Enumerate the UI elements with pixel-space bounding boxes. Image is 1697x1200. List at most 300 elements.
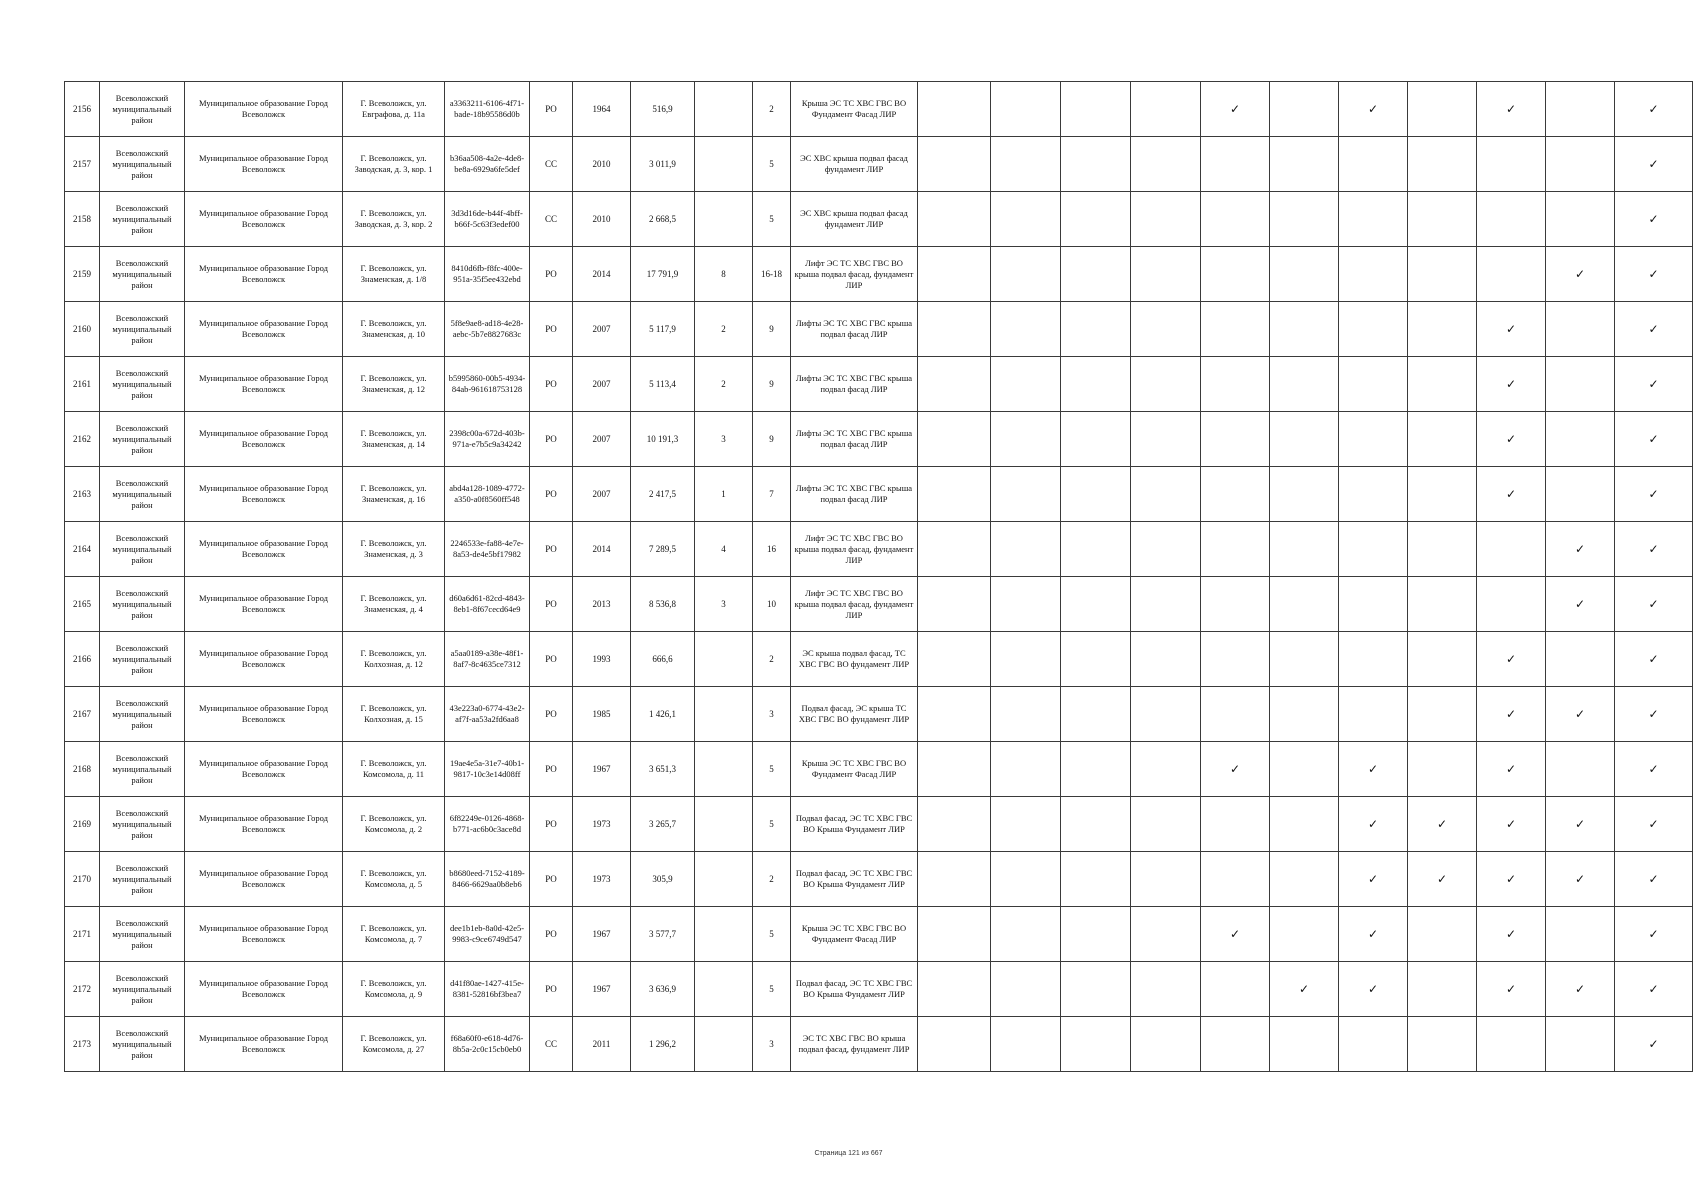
- works-list-cell: Лифт ЭС ТС ХВС ГВС ВО крыша подвал фасад, фундамент ЛИР: [791, 247, 918, 302]
- work-check-cell-5: [1201, 797, 1270, 852]
- table-row: [65, 522, 1693, 577]
- work-check-cell-8: [1408, 137, 1477, 192]
- row-number-cell: 2172: [65, 962, 100, 1017]
- work-check-cell-2: [991, 1017, 1061, 1072]
- work-check-cell-3: [1061, 687, 1131, 742]
- row-number-cell: 2156: [65, 82, 100, 137]
- ownership-type-cell: РО: [530, 632, 573, 687]
- row-number-cell: 2164: [65, 522, 100, 577]
- entrances-cell: 4: [695, 522, 753, 577]
- work-check-cell-6: [1270, 687, 1339, 742]
- house-code-cell: 2246533e-fa88-4e7e-8a53-de4e5bf17982: [445, 522, 530, 577]
- work-check-cell-10: [1546, 192, 1615, 247]
- house-code-cell: 19ae4e5a-31e7-40b1-9817-10c3e14d08ff: [445, 742, 530, 797]
- check-mark-icon: ✓: [1505, 761, 1517, 776]
- ownership-type-cell: СС: [530, 137, 573, 192]
- ownership-type-cell: РО: [530, 467, 573, 522]
- row-number-cell: 2158: [65, 192, 100, 247]
- house-code-cell: b36aa508-4a2e-4de8-be8a-6929a6fe5def: [445, 137, 530, 192]
- work-check-cell-7: [1339, 797, 1408, 852]
- entrances-cell: [695, 962, 753, 1017]
- work-check-cell-9: [1477, 522, 1546, 577]
- floors-cell: 5: [753, 137, 791, 192]
- work-check-cell-8: [1408, 962, 1477, 1017]
- work-check-cell-10: [1546, 797, 1615, 852]
- check-mark-icon: ✓: [1505, 101, 1517, 116]
- table-row: [65, 632, 1693, 687]
- work-check-cell-11: [1615, 797, 1693, 852]
- work-check-cell-1: [918, 962, 991, 1017]
- work-check-cell-4: [1131, 137, 1201, 192]
- work-check-cell-3: [1061, 797, 1131, 852]
- works-list-cell: ЭС ХВС крыша подвал фасад фундамент ЛИР: [791, 192, 918, 247]
- check-mark-icon: ✓: [1505, 926, 1517, 941]
- ownership-type-cell: РО: [530, 852, 573, 907]
- check-mark-icon: ✓: [1505, 321, 1517, 336]
- work-check-cell-9: [1477, 137, 1546, 192]
- work-check-cell-5: [1201, 742, 1270, 797]
- house-code-cell: dee1b1eb-8a0d-42e5-9983-c9ce6749d547: [445, 907, 530, 962]
- work-check-cell-9: [1477, 302, 1546, 357]
- municipality-cell: Муниципальное образование Город Всеволожск: [185, 632, 343, 687]
- work-check-cell-5: [1201, 632, 1270, 687]
- work-check-cell-7: [1339, 577, 1408, 632]
- work-check-cell-5: [1201, 907, 1270, 962]
- check-mark-icon: ✓: [1648, 486, 1659, 501]
- check-mark-icon: ✓: [1229, 761, 1241, 776]
- entrances-cell: 2: [695, 302, 753, 357]
- works-list-cell: Лифты ЭС ТС ХВС ГВС крыша подвал фасад ЛИР: [791, 467, 918, 522]
- check-mark-icon: ✓: [1436, 816, 1448, 831]
- address-cell: Г. Всеволожск, ул. Заводская, д. 3, кор. 1: [343, 137, 445, 192]
- work-check-cell-10: [1546, 82, 1615, 137]
- entrances-cell: 8: [695, 247, 753, 302]
- table-row: [65, 852, 1693, 907]
- address-cell: Г. Всеволожск, ул. Комсомола, д. 5: [343, 852, 445, 907]
- work-check-cell-6: [1270, 742, 1339, 797]
- check-mark-icon: ✓: [1505, 816, 1517, 831]
- work-check-cell-6: [1270, 192, 1339, 247]
- work-check-cell-8: [1408, 522, 1477, 577]
- work-check-cell-4: [1131, 797, 1201, 852]
- district-cell: Всеволожский муниципальный район: [100, 412, 185, 467]
- check-mark-icon: ✓: [1505, 486, 1517, 501]
- check-mark-icon: ✓: [1229, 926, 1241, 941]
- work-check-cell-8: [1408, 687, 1477, 742]
- ownership-type-cell: РО: [530, 82, 573, 137]
- work-check-cell-1: [918, 357, 991, 412]
- work-check-cell-1: [918, 852, 991, 907]
- work-check-cell-6: [1270, 577, 1339, 632]
- row-number-cell: 2165: [65, 577, 100, 632]
- work-check-cell-10: [1546, 247, 1615, 302]
- check-mark-icon: ✓: [1648, 871, 1659, 886]
- table-row: [65, 742, 1693, 797]
- work-check-cell-5: [1201, 357, 1270, 412]
- municipality-cell: Муниципальное образование Город Всеволожск: [185, 412, 343, 467]
- area-cell: 17 791,9: [631, 247, 695, 302]
- table-row: [65, 467, 1693, 522]
- work-check-cell-2: [991, 687, 1061, 742]
- municipality-cell: Муниципальное образование Город Всеволожск: [185, 742, 343, 797]
- floors-cell: 10: [753, 577, 791, 632]
- works-list-cell: ЭС ХВС крыша подвал фасад фундамент ЛИР: [791, 137, 918, 192]
- work-check-cell-4: [1131, 632, 1201, 687]
- works-list-cell: Лифт ЭС ТС ХВС ГВС ВО крыша подвал фасад, фундамент ЛИР: [791, 577, 918, 632]
- municipality-cell: Муниципальное образование Город Всеволожск: [185, 82, 343, 137]
- year-built-cell: 2011: [573, 1017, 631, 1072]
- work-check-cell-10: [1546, 687, 1615, 742]
- entrances-cell: 3: [695, 412, 753, 467]
- work-check-cell-2: [991, 82, 1061, 137]
- house-code-cell: b5995860-00b5-4934-84ab-961618753128: [445, 357, 530, 412]
- check-mark-icon: ✓: [1574, 706, 1586, 721]
- work-check-cell-8: [1408, 192, 1477, 247]
- table-row: [65, 247, 1693, 302]
- works-list-cell: Крыша ЭС ТС ХВС ГВС ВО Фундамент Фасад ЛИР: [791, 907, 918, 962]
- check-mark-icon: ✓: [1648, 376, 1659, 391]
- row-number-cell: 2157: [65, 137, 100, 192]
- work-check-cell-6: [1270, 467, 1339, 522]
- work-check-cell-10: [1546, 302, 1615, 357]
- work-check-cell-4: [1131, 412, 1201, 467]
- check-mark-icon: ✓: [1648, 981, 1659, 996]
- work-check-cell-2: [991, 522, 1061, 577]
- area-cell: 8 536,8: [631, 577, 695, 632]
- work-check-cell-6: [1270, 247, 1339, 302]
- work-check-cell-6: [1270, 1017, 1339, 1072]
- district-cell: Всеволожский муниципальный район: [100, 687, 185, 742]
- ownership-type-cell: СС: [530, 1017, 573, 1072]
- work-check-cell-11: [1615, 962, 1693, 1017]
- ownership-type-cell: РО: [530, 247, 573, 302]
- work-check-cell-10: [1546, 852, 1615, 907]
- work-check-cell-7: [1339, 357, 1408, 412]
- year-built-cell: 2013: [573, 577, 631, 632]
- check-mark-icon: ✓: [1648, 211, 1659, 226]
- works-list-cell: Подвал фасад, ЭС ТС ХВС ГВС ВО Крыша Фундамент ЛИР: [791, 962, 918, 1017]
- work-check-cell-5: [1201, 302, 1270, 357]
- area-cell: 3 265,7: [631, 797, 695, 852]
- work-check-cell-8: [1408, 412, 1477, 467]
- work-check-cell-6: [1270, 797, 1339, 852]
- entrances-cell: [695, 632, 753, 687]
- floors-cell: 5: [753, 192, 791, 247]
- work-check-cell-6: [1270, 357, 1339, 412]
- ownership-type-cell: РО: [530, 357, 573, 412]
- check-mark-icon: ✓: [1367, 101, 1379, 116]
- work-check-cell-10: [1546, 907, 1615, 962]
- floors-cell: 9: [753, 412, 791, 467]
- year-built-cell: 1993: [573, 632, 631, 687]
- floors-cell: 7: [753, 467, 791, 522]
- work-check-cell-2: [991, 192, 1061, 247]
- work-check-cell-1: [918, 907, 991, 962]
- row-number-cell: 2167: [65, 687, 100, 742]
- area-cell: 305,9: [631, 852, 695, 907]
- address-cell: Г. Всеволожск, ул. Комсомола, д. 2: [343, 797, 445, 852]
- work-check-cell-6: [1270, 412, 1339, 467]
- house-code-cell: 3d3d16de-b44f-4bff-b66f-5c63f3edef00: [445, 192, 530, 247]
- district-cell: Всеволожский муниципальный район: [100, 82, 185, 137]
- municipality-cell: Муниципальное образование Город Всеволожск: [185, 522, 343, 577]
- check-mark-icon: ✓: [1648, 596, 1659, 611]
- work-check-cell-3: [1061, 852, 1131, 907]
- floors-cell: 2: [753, 632, 791, 687]
- year-built-cell: 2014: [573, 247, 631, 302]
- row-number-cell: 2169: [65, 797, 100, 852]
- year-built-cell: 2010: [573, 192, 631, 247]
- work-check-cell-6: [1270, 962, 1339, 1017]
- check-mark-icon: ✓: [1648, 541, 1659, 556]
- work-check-cell-3: [1061, 522, 1131, 577]
- house-code-cell: 43e223a0-6774-43e2-af7f-aa53a2fd6aa8: [445, 687, 530, 742]
- work-check-cell-2: [991, 907, 1061, 962]
- work-check-cell-10: [1546, 632, 1615, 687]
- row-number-cell: 2170: [65, 852, 100, 907]
- work-check-cell-9: [1477, 82, 1546, 137]
- work-check-cell-2: [991, 742, 1061, 797]
- address-cell: Г. Всеволожск, ул. Знаменская, д. 4: [343, 577, 445, 632]
- work-check-cell-11: [1615, 82, 1693, 137]
- work-check-cell-10: [1546, 577, 1615, 632]
- works-list-cell: ЭС крыша подвал фасад, ТС ХВС ГВС ВО фундамент ЛИР: [791, 632, 918, 687]
- address-cell: Г. Всеволожск, ул. Знаменская, д. 14: [343, 412, 445, 467]
- floors-cell: 3: [753, 1017, 791, 1072]
- district-cell: Всеволожский муниципальный район: [100, 357, 185, 412]
- work-check-cell-9: [1477, 632, 1546, 687]
- work-check-cell-3: [1061, 577, 1131, 632]
- check-mark-icon: ✓: [1436, 871, 1448, 886]
- work-check-cell-8: [1408, 357, 1477, 412]
- work-check-cell-3: [1061, 82, 1131, 137]
- house-code-cell: d41f80ae-1427-415e-8381-52816bf3bea7: [445, 962, 530, 1017]
- floors-cell: 3: [753, 687, 791, 742]
- work-check-cell-6: [1270, 522, 1339, 577]
- check-mark-icon: ✓: [1229, 101, 1241, 116]
- district-cell: Всеволожский муниципальный район: [100, 797, 185, 852]
- works-list-cell: ЭС ТС ХВС ГВС ВО крыша подвал фасад, фундамент ЛИР: [791, 1017, 918, 1072]
- house-code-cell: a3363211-6106-4f71-bade-18b95586d0b: [445, 82, 530, 137]
- area-cell: 2 668,5: [631, 192, 695, 247]
- house-code-cell: 6f82249e-0126-4868-b771-ac6b0c3ace8d: [445, 797, 530, 852]
- year-built-cell: 1985: [573, 687, 631, 742]
- works-list-cell: Лифты ЭС ТС ХВС ГВС крыша подвал фасад ЛИР: [791, 357, 918, 412]
- floors-cell: 5: [753, 797, 791, 852]
- floors-cell: 16-18: [753, 247, 791, 302]
- check-mark-icon: ✓: [1367, 816, 1379, 831]
- work-check-cell-1: [918, 687, 991, 742]
- work-check-cell-10: [1546, 357, 1615, 412]
- address-cell: Г. Всеволожск, ул. Комсомола, д. 27: [343, 1017, 445, 1072]
- check-mark-icon: ✓: [1574, 871, 1586, 886]
- work-check-cell-3: [1061, 1017, 1131, 1072]
- table-row: [65, 962, 1693, 1017]
- district-cell: Всеволожский муниципальный район: [100, 577, 185, 632]
- area-cell: 3 651,3: [631, 742, 695, 797]
- year-built-cell: 1967: [573, 962, 631, 1017]
- municipality-cell: Муниципальное образование Город Всеволожск: [185, 687, 343, 742]
- municipality-cell: Муниципальное образование Город Всеволожск: [185, 797, 343, 852]
- work-check-cell-7: [1339, 302, 1408, 357]
- entrances-cell: [695, 137, 753, 192]
- check-mark-icon: ✓: [1505, 431, 1517, 446]
- work-check-cell-11: [1615, 632, 1693, 687]
- work-check-cell-4: [1131, 522, 1201, 577]
- work-check-cell-11: [1615, 687, 1693, 742]
- works-list-cell: Подвал фасад, ЭС ТС ХВС ГВС ВО Крыша Фундамент ЛИР: [791, 852, 918, 907]
- work-check-cell-1: [918, 742, 991, 797]
- check-mark-icon: ✓: [1648, 101, 1659, 116]
- municipality-cell: Муниципальное образование Город Всеволожск: [185, 852, 343, 907]
- area-cell: 3 636,9: [631, 962, 695, 1017]
- entrances-cell: [695, 687, 753, 742]
- work-check-cell-8: [1408, 302, 1477, 357]
- check-mark-icon: ✓: [1505, 376, 1517, 391]
- address-cell: Г. Всеволожск, ул. Колхозная, д. 12: [343, 632, 445, 687]
- ownership-type-cell: РО: [530, 687, 573, 742]
- work-check-cell-8: [1408, 632, 1477, 687]
- work-check-cell-4: [1131, 907, 1201, 962]
- work-check-cell-3: [1061, 412, 1131, 467]
- check-mark-icon: ✓: [1648, 1036, 1659, 1051]
- table-row: [65, 1017, 1693, 1072]
- district-cell: Всеволожский муниципальный район: [100, 192, 185, 247]
- work-check-cell-2: [991, 137, 1061, 192]
- work-check-cell-4: [1131, 742, 1201, 797]
- work-check-cell-8: [1408, 852, 1477, 907]
- year-built-cell: 2007: [573, 357, 631, 412]
- work-check-cell-9: [1477, 357, 1546, 412]
- work-check-cell-1: [918, 302, 991, 357]
- work-check-cell-3: [1061, 302, 1131, 357]
- floors-cell: 2: [753, 82, 791, 137]
- work-check-cell-2: [991, 357, 1061, 412]
- work-check-cell-11: [1615, 357, 1693, 412]
- address-cell: Г. Всеволожск, ул. Заводская, д. 3, кор. 2: [343, 192, 445, 247]
- row-number-cell: 2162: [65, 412, 100, 467]
- work-check-cell-7: [1339, 742, 1408, 797]
- work-check-cell-11: [1615, 192, 1693, 247]
- area-cell: 5 117,9: [631, 302, 695, 357]
- entrances-cell: 1: [695, 467, 753, 522]
- work-check-cell-7: [1339, 687, 1408, 742]
- work-check-cell-11: [1615, 137, 1693, 192]
- check-mark-icon: ✓: [1367, 761, 1379, 776]
- floors-cell: 2: [753, 852, 791, 907]
- work-check-cell-6: [1270, 82, 1339, 137]
- work-check-cell-8: [1408, 797, 1477, 852]
- year-built-cell: 2014: [573, 522, 631, 577]
- work-check-cell-11: [1615, 1017, 1693, 1072]
- work-check-cell-3: [1061, 467, 1131, 522]
- work-check-cell-8: [1408, 1017, 1477, 1072]
- area-cell: 2 417,5: [631, 467, 695, 522]
- entrances-cell: [695, 742, 753, 797]
- address-cell: Г. Всеволожск, ул. Знаменская, д. 16: [343, 467, 445, 522]
- check-mark-icon: ✓: [1505, 706, 1517, 721]
- work-check-cell-11: [1615, 302, 1693, 357]
- work-check-cell-8: [1408, 742, 1477, 797]
- check-mark-icon: ✓: [1648, 266, 1659, 281]
- house-code-cell: b8680eed-7152-4189-8466-6629aa0b8eb6: [445, 852, 530, 907]
- work-check-cell-8: [1408, 467, 1477, 522]
- work-check-cell-5: [1201, 192, 1270, 247]
- municipality-cell: Муниципальное образование Город Всеволожск: [185, 907, 343, 962]
- ownership-type-cell: РО: [530, 302, 573, 357]
- municipality-cell: Муниципальное образование Город Всеволожск: [185, 302, 343, 357]
- work-check-cell-3: [1061, 137, 1131, 192]
- work-check-cell-5: [1201, 247, 1270, 302]
- work-check-cell-2: [991, 412, 1061, 467]
- table-row: [65, 82, 1693, 137]
- work-check-cell-3: [1061, 907, 1131, 962]
- check-mark-icon: ✓: [1574, 596, 1586, 611]
- house-code-cell: 8410d6fb-f8fc-400e-951a-35f5ee432ebd: [445, 247, 530, 302]
- work-check-cell-7: [1339, 852, 1408, 907]
- floors-cell: 5: [753, 742, 791, 797]
- work-check-cell-7: [1339, 1017, 1408, 1072]
- work-check-cell-5: [1201, 577, 1270, 632]
- row-number-cell: 2161: [65, 357, 100, 412]
- work-check-cell-11: [1615, 577, 1693, 632]
- work-check-cell-7: [1339, 412, 1408, 467]
- work-check-cell-10: [1546, 522, 1615, 577]
- work-check-cell-3: [1061, 962, 1131, 1017]
- row-number-cell: 2163: [65, 467, 100, 522]
- floors-cell: 9: [753, 357, 791, 412]
- work-check-cell-8: [1408, 907, 1477, 962]
- work-check-cell-8: [1408, 247, 1477, 302]
- work-check-cell-5: [1201, 852, 1270, 907]
- area-cell: 3 577,7: [631, 907, 695, 962]
- municipality-cell: Муниципальное образование Город Всеволожск: [185, 467, 343, 522]
- check-mark-icon: ✓: [1505, 981, 1517, 996]
- work-check-cell-8: [1408, 82, 1477, 137]
- floors-cell: 5: [753, 907, 791, 962]
- work-check-cell-9: [1477, 412, 1546, 467]
- floors-cell: 9: [753, 302, 791, 357]
- work-check-cell-7: [1339, 192, 1408, 247]
- work-check-cell-1: [918, 82, 991, 137]
- work-check-cell-9: [1477, 1017, 1546, 1072]
- area-cell: 1 296,2: [631, 1017, 695, 1072]
- work-check-cell-2: [991, 467, 1061, 522]
- address-cell: Г. Всеволожск, ул. Знаменская, д. 1/8: [343, 247, 445, 302]
- check-mark-icon: ✓: [1648, 156, 1659, 171]
- check-mark-icon: ✓: [1574, 981, 1586, 996]
- works-list-cell: Лифты ЭС ТС ХВС ГВС крыша подвал фасад ЛИР: [791, 302, 918, 357]
- check-mark-icon: ✓: [1298, 981, 1310, 996]
- work-check-cell-7: [1339, 962, 1408, 1017]
- district-cell: Всеволожский муниципальный район: [100, 907, 185, 962]
- area-cell: 10 191,3: [631, 412, 695, 467]
- check-mark-icon: ✓: [1648, 926, 1659, 941]
- work-check-cell-1: [918, 522, 991, 577]
- table-row: [65, 577, 1693, 632]
- work-check-cell-5: [1201, 1017, 1270, 1072]
- address-cell: Г. Всеволожск, ул. Колхозная, д. 15: [343, 687, 445, 742]
- work-check-cell-11: [1615, 742, 1693, 797]
- floors-cell: 5: [753, 962, 791, 1017]
- work-check-cell-4: [1131, 962, 1201, 1017]
- work-check-cell-6: [1270, 907, 1339, 962]
- ownership-type-cell: РО: [530, 577, 573, 632]
- row-number-cell: 2168: [65, 742, 100, 797]
- work-check-cell-5: [1201, 962, 1270, 1017]
- house-code-cell: d60a6d61-82cd-4843-8eb1-8f67cecd64e9: [445, 577, 530, 632]
- work-check-cell-1: [918, 137, 991, 192]
